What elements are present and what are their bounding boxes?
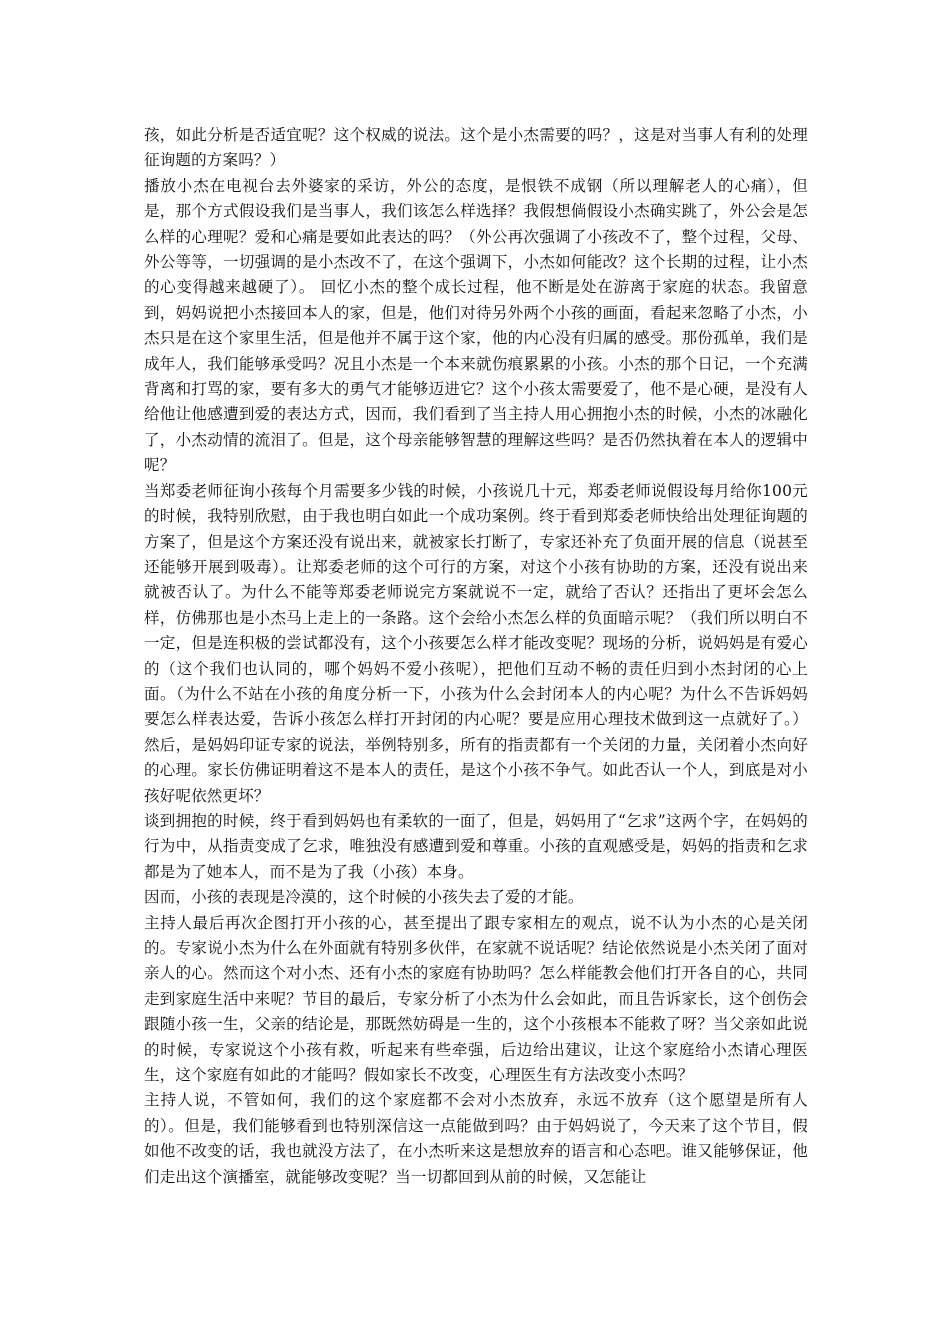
paragraph-6: 主持人最后再次企图打开小孩的心，甚至提出了跟专家相左的观点，说不认为小杰的心是关闭的。专家说小杰为什么在外面就有特别多伙伴，在家就不说话呢？结论依然说是小杰关闭了面对亲人的心。然而这个对小杰、还有小杰的家庭有协助吗？怎么样能教会他们打开各自的心，共同走到家庭生活中来呢？节目的最后，专家分析了小杰为什么会如此，而且告诉家长，这个创伤会跟随小孩一生，父亲的结论是，那既然妨碍是一生的，这个小孩根本不能救了呀？当父亲如此说的时候，专家说这个小孩有救，听起来有些牵强，后边给出建议，让这个家庭给小杰请心理医生，这个家庭有如此的才能吗？假如家长不改变，心理医生有方法改变小杰吗？ [144,913,808,1085]
document-body [144,123,808,1190]
paragraph-5: 因而，小孩的表现是冷漠的，这个时候的小孩失去了爱的才能。 [144,888,584,907]
paragraph-1: 孩，如此分析是否适宜呢？这个权威的说法。这个是小杰需要的吗？，这是对当事人有利的处理征询题的方案吗？） [144,126,808,170]
paragraph-2: 播放小杰在电视台去外婆家的采访，外公的态度，是恨铁不成钢（所以理解老人的心痛），但是，那个方式假设我们是当事人，我们该怎么样选择？我假想倘假设小杰确实跳了，外公会是怎么样的心理呢？爱和心痛是要如此表达的吗？（外公再次强调了小孩改不了，整个过程，父母、外公等等，一切强调的是小杰改不了，在这个强调下，小杰如何能改？这个长期的过程，让小杰的心变得越来越硬了）。 回忆小杰的整个成长过程，他不断是处在游离于家庭的状态。我留意到，妈妈说把小杰接回本人的家，但是，他们对待另外两个小孩的画面，看起来忽略了小杰，小杰只是在这个家里生活，但是他并不属于这个家，他的内心没有归属的感受。那份孤单，我们是成年人，我们能够承受吗？况且小杰是一个本来就伤痕累累的小孩。小杰的那个日记，一个充满背离和打骂的家，要有多大的勇气才能够迈进它？这个小孩太需要爱了，他不是心硬，是没有人给他让他感遭到爱的表达方式，因而，我们看到了当主持人用心拥抱小杰的时候，小杰的冰融化了，小杰动情的流泪了。但是，这个母亲能够智慧的理解这些吗？是否仍然执着在本人的逻辑中呢？ [144,176,808,475]
paragraph-7: 主持人说，不管如何，我们的这个家庭都不会对小杰放弃，永远不放弃（这个愿望是所有人的）。但是，我们能够看到也特别深信这一点能做到吗？由于妈妈说了，今天来了这个节目，假如他不改变的话，我也就没方法了，在小杰听来这是想放弃的语言和心态吧。谁又能够保证，他们走出这个演播室，就能够改变呢？当一切都回到从前的时候，又怎能让 [144,1091,808,1186]
paragraph-4: 谈到拥抱的时候，终于看到妈妈也有柔软的一面了，但是，妈妈用了“乞求”这两个字，在妈妈的行为中，从指责变成了乞求，唯独没有感遭到爱和尊重。小孩的直观感受是，妈妈的指责和乞求都是为了她本人，而不是为了我（小孩）本身。 [144,811,808,881]
paragraph-3: 当郑委老师征询小孩每个月需要多少钱的时候，小孩说几十元，郑委老师说假设每月给你100元的时候，我特别欣慰，由于我也明白如此一个成功案例。终于看到郑委老师快给出处理征询题的方案了，但是这个方案还没有说出来，就被家长打断了，专家还补充了负面开展的信息（说甚至还能够开展到吸毒）。让郑委老师的这个可行的方案，对这个小孩有协助的方案，还没有说出来就被否认了。为什么不能等郑委老师说完方案就说不一定，就给了否认？还指出了更坏会怎么样，仿佛那也是小杰马上走上的一条路。这个会给小杰怎么样的负面暗示呢？（我们所以明白不一定，但是连积极的尝试都没有，这个小孩要怎么样才能改变呢？现场的分析，说妈妈是有爱心的（这个我们也认同的，哪个妈妈不爱小孩呢），把他们互动不畅的责任归到小杰封闭的心上面。（为什么不站在小孩的角度分析一下，小孩为什么会封闭本人的内心呢？为什么不告诉妈妈要怎么样表达爱，告诉小孩怎么样打开封闭的内心呢？要是应用心理技术做到这一点就好了。）然后，是妈妈印证专家的说法，举例特别多，所有的指责都有一个关闭的力量，关闭着小杰向好的心理。家长仿佛证明着这不是本人的责任，是这个小孩不争气。如此否认一个人，到底是对小孩好呢依然更坏？ [144,481,808,805]
